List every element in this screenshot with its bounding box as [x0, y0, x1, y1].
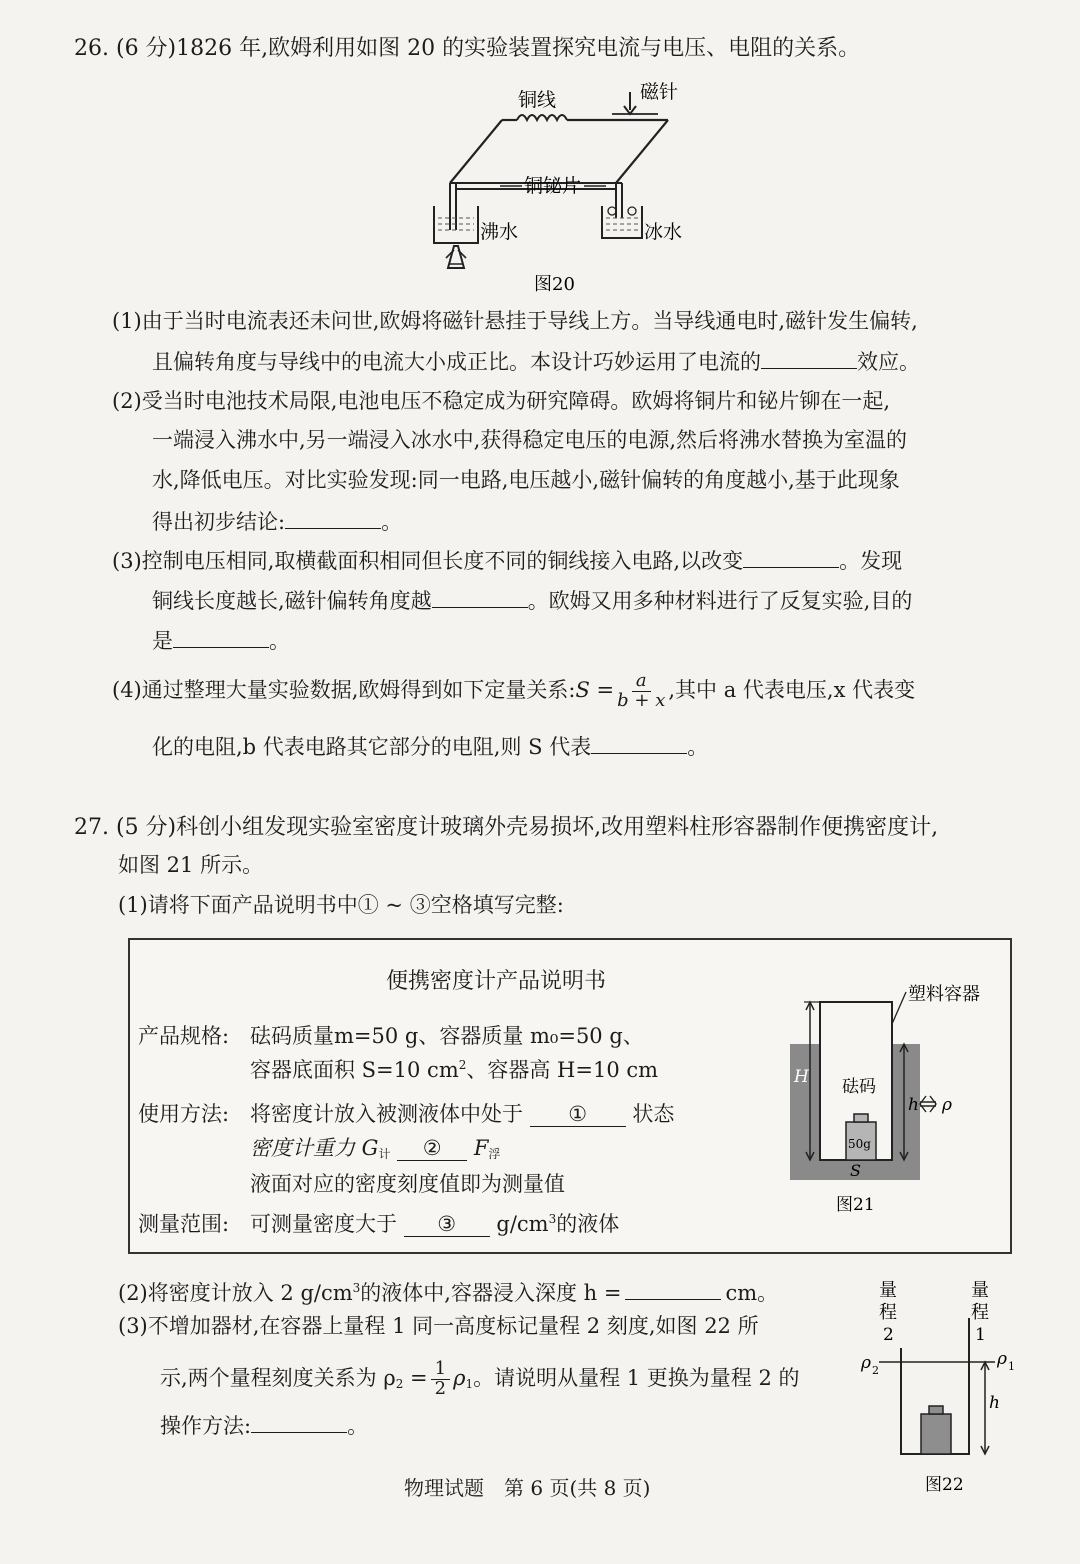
label-weight: 砝码 — [842, 1077, 876, 1097]
blank-change[interactable] — [743, 549, 839, 568]
use-line2b: F — [473, 1136, 489, 1160]
spec-line2-sup: 2 — [458, 1058, 467, 1072]
q26-p4-line2 — [152, 735, 708, 758]
use-line2-sub2: 浮 — [488, 1147, 501, 1161]
blank-3[interactable]: ③ — [404, 1212, 490, 1237]
q26-p3-line1 — [112, 549, 902, 572]
use-line2-sub: 计 — [378, 1147, 391, 1161]
spec-sheet — [128, 938, 1012, 1254]
q27-p3-rho1: ρ — [453, 1365, 466, 1390]
label-boiling: 沸水 — [480, 221, 519, 243]
range-label: 测量范围: — [138, 1212, 230, 1236]
q27-title2: 如图 21 所示。 — [118, 853, 264, 877]
q26-p3-line2a: 铜线长度越长,磁针偏转角度越 — [152, 589, 432, 613]
blank-deflection[interactable] — [432, 589, 528, 608]
figure-22 — [855, 1278, 1030, 1503]
q26-p3-line2 — [152, 589, 912, 612]
spec-label: 产品规格: — [138, 1024, 230, 1048]
label-cu-bi: 铜铋片 — [524, 175, 582, 197]
q26-p4-line2b: 。 — [687, 735, 709, 759]
q27-p2 — [118, 1281, 778, 1304]
figure-21 — [780, 978, 1005, 1218]
label-rho2: ρ — [861, 1353, 871, 1373]
blank-s-meaning[interactable] — [591, 735, 687, 754]
range2-label-0: 量 — [879, 1280, 897, 1301]
label-H: H — [794, 1067, 809, 1087]
label-weight-mass: 50g — [848, 1137, 871, 1151]
label-copper-wire: 铜线 — [518, 89, 557, 111]
use-line2a: 密度计重力 G — [250, 1136, 379, 1160]
q27-p3-line3 — [160, 1414, 368, 1437]
label-rho1: ρ — [997, 1349, 1007, 1369]
q26-p3-line3a: 是 — [152, 629, 173, 653]
q26-p1-line2 — [152, 350, 920, 373]
label-needle: 磁针 — [640, 81, 679, 103]
q26-p2-line2: 一端浸入沸水中,另一端浸入冰水中,获得稳定电压的电源,然后将沸水替换为室温的 — [152, 428, 908, 452]
range-sup: 3 — [548, 1212, 557, 1226]
q26-p2-line4b: 。 — [381, 510, 403, 534]
spec-line2b: 、容器高 H=10 cm — [466, 1058, 659, 1082]
spec-line2a: 容器底面积 S=10 cm — [250, 1058, 459, 1082]
range-b: g/cm — [496, 1212, 549, 1236]
spec-line2 — [250, 1054, 658, 1084]
q26-p1-line1: (1)由于当时电流表还未问世,欧姆将磁针悬挂于导线上方。当导线通电时,磁针发生偏转, — [112, 309, 918, 333]
label-rho2-sub: 2 — [872, 1364, 879, 1377]
q27-p3-line3b: 。 — [347, 1414, 369, 1438]
ratio-fraction — [431, 1360, 450, 1399]
use-label: 使用方法: — [138, 1102, 230, 1126]
range1-label-2: 1 — [975, 1325, 986, 1345]
label-rho1-sub: 1 — [1008, 1360, 1015, 1373]
ratio-denominator: 2 — [434, 1377, 447, 1399]
use-line3: 液面对应的密度刻度值即为测量值 — [250, 1172, 565, 1196]
q27-p3-line2a: 示,两个量程刻度关系为 ρ — [160, 1365, 396, 1390]
formula-numerator: a — [632, 672, 651, 692]
range1-label-1: 程 — [971, 1302, 989, 1323]
q26-p2-line4a: 得出初步结论: — [152, 510, 286, 534]
q27-p3-eq: = — [410, 1365, 428, 1390]
spec-line1: 砝码质量m=50 g、容器质量 m₀=50 g、 — [250, 1024, 644, 1048]
q27-p3-line3a: 操作方法: — [160, 1414, 252, 1438]
q26-p3-line1a: (3)控制电压相同,取横截面积相同但长度不同的铜线接入电路,以改变 — [112, 549, 744, 573]
range1-label-0: 量 — [971, 1280, 989, 1301]
q27-p3-sub2: 2 — [395, 1376, 404, 1391]
label-container: 塑料容器 — [908, 984, 980, 1005]
blank-depth[interactable] — [625, 1281, 721, 1300]
blank-effect[interactable] — [761, 350, 857, 369]
label-h: h — [908, 1095, 919, 1115]
q26-p4-line1 — [112, 672, 915, 711]
q26-p3-line3 — [152, 629, 290, 652]
label-S: S — [850, 1161, 861, 1180]
q27-p1: (1)请将下面产品说明书中① ~ ③空格填写完整: — [118, 893, 564, 917]
blank-conclusion[interactable] — [285, 510, 381, 529]
blank-1[interactable]: ① — [530, 1102, 626, 1127]
use-line1 — [250, 1098, 674, 1128]
label-rho: ρ — [942, 1095, 952, 1115]
blank-2[interactable]: ② — [397, 1136, 467, 1161]
q26-p3-line1b: 。发现 — [839, 549, 903, 573]
use-line1b: 状态 — [632, 1102, 675, 1126]
q27-p2a: (2)将密度计放入 2 g/cm — [118, 1281, 353, 1305]
q27-p3-line1: (3)不增加器材,在容器上量程 1 同一高度标记量程 2 刻度,如图 22 所 — [118, 1314, 759, 1338]
q27-p2-sup: 3 — [352, 1281, 361, 1295]
formula-denominator: b + x — [617, 689, 666, 711]
q26-p1-line2a: 且偏转角度与导线中的电流大小成正比。本设计巧妙运用了电流的 — [152, 350, 761, 374]
q26-p2-line4 — [152, 510, 402, 533]
q27-p2c: cm。 — [725, 1281, 779, 1305]
figure-20 — [420, 78, 720, 298]
range-a: 可测量密度大于 — [250, 1212, 397, 1236]
formula-lhs: S = — [575, 677, 615, 702]
blank-purpose[interactable] — [173, 629, 269, 648]
blank-method[interactable] — [251, 1414, 347, 1433]
formula-fraction — [617, 672, 665, 711]
q26-p2-line1: (2)受当时电池技术局限,电池电压不稳定成为研究障碍。欧姆将铜片和铋片铆在一起, — [112, 389, 891, 413]
q26-p4-line1a: (4)通过整理大量实验数据,欧姆得到如下定量关系: — [112, 677, 576, 702]
use-line1a: 将密度计放入被测液体中处于 — [250, 1102, 523, 1126]
q26-p3-line2b: 。欧姆又用多种材料进行了反复实验,目的 — [527, 589, 913, 613]
q26-title: 26. (6 分)1826 年,欧姆利用如图 20 的实验装置探究电流与电压、电阻的关系。 — [74, 36, 861, 61]
ratio-numerator: 1 — [431, 1360, 450, 1380]
q27-p3-sub1: 1 — [465, 1376, 474, 1391]
spec-heading: 便携密度计产品说明书 — [386, 969, 607, 994]
range-line — [250, 1208, 619, 1238]
label-ice: 冰水 — [644, 221, 683, 243]
q27-p3-line2 — [160, 1360, 800, 1399]
q26-p4-line2a: 化的电阻,b 代表电路其它部分的电阻,则 S 代表 — [152, 735, 592, 759]
q26-p1-line2b: 效应。 — [857, 350, 920, 374]
q26-p3-line3b: 。 — [269, 629, 290, 653]
page-footer: 物理试题 第 6 页(共 8 页) — [404, 1476, 651, 1500]
fig22-caption: 图22 — [925, 1475, 964, 1495]
range-c: 的液体 — [556, 1212, 620, 1236]
range2-label-1: 程 — [879, 1302, 897, 1323]
q27-title: 27. (5 分)科创小组发现实验室密度计玻璃外壳易损坏,改用塑料柱形容器制作便携密度计, — [74, 815, 939, 840]
range2-label-2: 2 — [883, 1325, 894, 1345]
q27-p3-line2b: 。请说明从量程 1 更换为量程 2 的 — [473, 1365, 800, 1390]
use-line2 — [250, 1132, 500, 1162]
copper-coil — [517, 115, 567, 120]
label-h-22: h — [989, 1393, 1000, 1413]
weight-block-22 — [921, 1414, 951, 1454]
fig20-caption: 图20 — [534, 274, 575, 295]
q26-p4-line1b: ,其中 a 代表电压,x 代表变 — [668, 677, 916, 702]
q27-p2b: 的液体中,容器浸入深度 h = — [360, 1281, 622, 1305]
q26-p2-line3: 水,降低电压。对比实验发现:同一电路,电压越小,磁针偏转的角度越小,基于此现象 — [152, 468, 900, 492]
fig21-caption: 图21 — [836, 1195, 875, 1215]
